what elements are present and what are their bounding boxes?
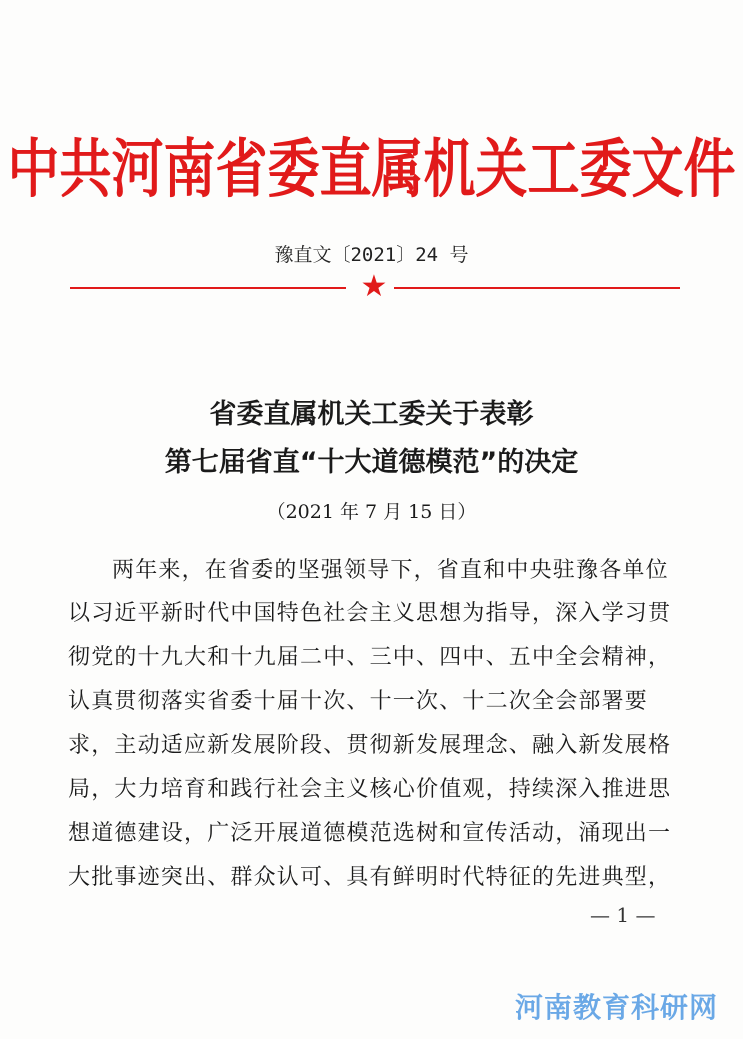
title-line-1: 省委直属机关工委关于表彰 [209,399,534,430]
header-divider [70,269,680,304]
issuer-header: 中共河南省委直属机关工委文件 [7,133,736,208]
body-line-7: 想道德建设，广泛开展道德模范选树和宣传活动，涌现出一 [68,821,672,846]
body-line-6: 局，大力培育和践行社会主义核心价值观，持续深入推进思 [68,777,672,802]
body-line-3: 彻党的十九大和十九届二中、三中、四中、五中全会精神， [68,645,672,670]
body-line-2: 以习近平新时代中国特色社会主义思想为指导，深入学习贯 [68,601,672,626]
issue-date: （2021 年 7 月 15 日） [266,501,477,523]
body-line-4: 认真贯彻落实省委十届十次、十一次、十二次全会部署要 [68,689,649,714]
body-line-1: 两年来，在省委的坚强领导下，省直和中央驻豫各单位 [112,558,669,583]
site-watermark: 河南教育科研网 [515,991,719,1024]
page-number: — 1 — [590,903,656,927]
title-line-2: 第七届省直“十大道德模范”的决定 [164,447,579,478]
divider-line-left [70,287,346,289]
body-line-5: 求，主动适应新发展阶段、贯彻新发展理念、融入新发展格 [68,733,672,758]
star-icon: ★ [360,269,388,304]
body-line-8: 大批事迹突出、群众认可、具有鲜明时代特征的先进典型， [68,865,672,890]
divider-line-right [394,287,680,289]
document-number: 豫直文〔2021〕24 号 [274,244,469,266]
